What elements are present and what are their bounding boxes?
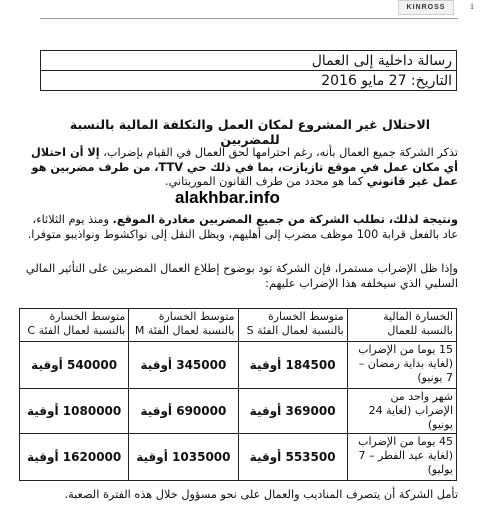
table-period-cell: 15 يوما من الإضراب (لغاية بداية رمضان – 7 يونيو) xyxy=(347,342,456,389)
table-value-cell: 184500 أوقية xyxy=(238,342,347,389)
table-row xyxy=(20,389,457,434)
paragraph1-part1: تذكر الشركة جميع العمال بأنه، رغم احترامها لحق العمال في القيام بإضراب، xyxy=(99,146,458,159)
paragraph1-part3: كما هو محدد من طرف القانون الموريتاني. xyxy=(165,175,367,188)
paragraph-financial-impact: وإذا ظل الإضراب مستمرا، فإن الشركة تود بوضوح إطلاع العمال المضربين على التأثير المالي السلبي الذي سيخلفه هذا الإضراب عليهم: xyxy=(25,262,458,290)
table-header-cell: متوسط الخسارة بالنسبة لعمال الفئة M xyxy=(129,309,238,342)
table-value-cell: 540000 أوقية xyxy=(20,342,129,389)
paragraph-leave-site xyxy=(14,213,458,242)
paragraph2-rest: ومنذ يوم الثلاثاء، عاد بالفعل قرابة 100 موظف مضرب إلى أهليهم، ويظل النقل إلى نواكشوط ونواذيبو متوفرا. xyxy=(27,213,458,241)
table-value-cell: 345000 أوقية xyxy=(129,342,238,389)
paragraph1-emphasis: إلا أن احتلال أي مكان عمل في موقع تازيازت، بما في ذلك حي TTV، من طرف مضربين هو عمل غير قانوني xyxy=(31,146,458,188)
table-period-cell: 45 يوما من الإضراب (لغاية عيد الفطر – 7 يوليو) xyxy=(347,434,456,481)
paragraph-occupation-notice xyxy=(14,146,458,190)
paragraph2-emphasis: ونتيجة لذلك، تطلب الشركة من جميع المضربين مغادرة الموقع. xyxy=(112,213,458,226)
table-header-cell: متوسط الخسارة بالنسبة لعمال الفئة C xyxy=(20,309,129,342)
financial-loss-table xyxy=(19,308,457,481)
table-value-cell: 1035000 أوقية xyxy=(129,434,238,481)
table-value-cell: 553500 أوقية xyxy=(238,434,347,481)
header-divider xyxy=(40,18,458,19)
table-period-cell: شهر واحد من الإضراب (لغاية 24 يونيو) xyxy=(347,389,456,434)
source-watermark: alakhbar.info xyxy=(175,188,280,207)
table-header-cell: الخسارة المالية بالنسبة للعمال xyxy=(347,309,456,342)
memo-date-box: التاريخ: 27 مايو 2016 xyxy=(40,70,457,91)
table-value-cell: 1080000 أوقية xyxy=(20,389,129,434)
table-row xyxy=(20,434,457,481)
table-row xyxy=(20,342,457,389)
page-number: 1 xyxy=(470,2,474,11)
table-header-row xyxy=(20,309,457,342)
table-value-cell: 690000 أوقية xyxy=(129,389,238,434)
document-title: الاحتلال غير المشروع لمكان العمل والتكلفة المالية بالنسبة للمضربين xyxy=(69,117,431,147)
memo-subject-box: رسالة داخلية إلى العمال xyxy=(40,50,457,71)
table-value-cell: 1620000 أوقية xyxy=(20,434,129,481)
closing-statement: تأمل الشركة أن يتصرف المناديب والعمال على نحو مسؤول خلال هذه الفترة الصعبة. xyxy=(64,488,458,501)
kinross-logo: KINROSS xyxy=(398,0,454,15)
table-value-cell: 369000 أوقية xyxy=(238,389,347,434)
table-header-cell: متوسط الخسارة بالنسبة لعمال الفئة S xyxy=(238,309,347,342)
